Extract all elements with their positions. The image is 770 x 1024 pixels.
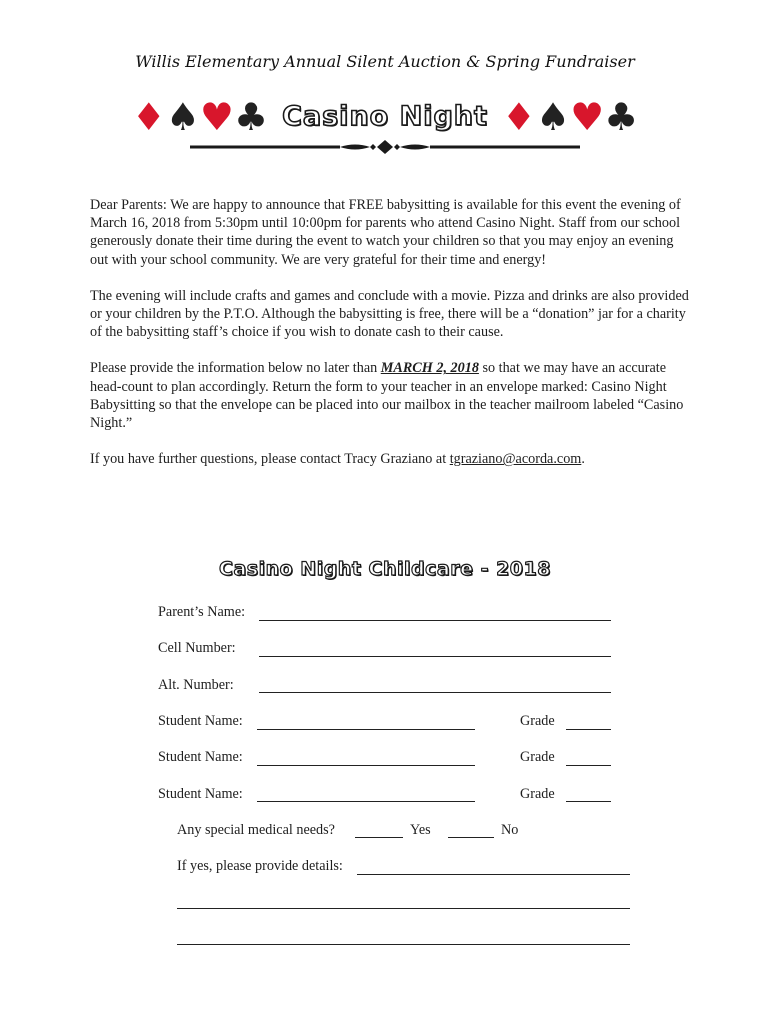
form-title: Casino Night Childcare - 2018 [219, 558, 551, 580]
medical-details-field[interactable] [357, 874, 630, 875]
student-name-label: Student Name: [158, 786, 243, 802]
grade-field[interactable] [566, 729, 611, 730]
club-icon: ♣ [604, 95, 639, 139]
yes-label: Yes [410, 822, 431, 838]
spade-icon: ♠ [165, 95, 200, 139]
spade-icon: ♠ [536, 95, 571, 139]
title-banner [0, 96, 770, 138]
grade-label: Grade [520, 713, 555, 729]
heart-icon: ♥ [199, 95, 234, 139]
divider-small-diamond-icon [370, 144, 376, 150]
medical-no-field[interactable] [448, 837, 494, 838]
divider-flourish-left [340, 145, 370, 150]
student-name-label: Student Name: [158, 713, 243, 729]
heart-icon: ♥ [570, 95, 605, 139]
letter-paragraph-2: The evening will include crafts and games and conclude with a movie. Pizza and drinks are also provided or your children by the P.T.O. Although the babysitting is free, there will be a “donation” jar for a charity of the babysitting staff’s choice if you wish to donate cash to their cause. [90, 287, 689, 341]
alt-number-label: Alt. Number: [158, 677, 234, 693]
deadline-intro: Please provide the information below no later than [90, 360, 381, 377]
medical-details-field[interactable] [177, 944, 630, 945]
divider-small-diamond-icon [394, 144, 400, 150]
student-name-field[interactable] [257, 729, 475, 730]
deadline-date: MARCH 2, 2018 [380, 360, 479, 377]
divider-flourish-right [400, 145, 430, 150]
letter-paragraph-4 [90, 450, 690, 468]
letter-body [90, 196, 690, 486]
deadline-instructions: so that we may have an accurate head-count to plan accordingly. Return the form to your teacher in an envelope marked: Casino Night Babysitting so that the envelope can be placed into our mailbox in the teacher mailroom labeled “Casino Night.” [90, 360, 684, 432]
diamond-icon: ♦ [131, 95, 166, 139]
contact-intro: If you have further questions, please contact Tracy Graziano at [90, 451, 450, 468]
no-label: No [501, 822, 519, 838]
grade-field[interactable] [566, 765, 611, 766]
ornamental-divider [190, 136, 580, 158]
event-subtitle: Willis Elementary Annual Silent Auction & Spring Fundraiser [135, 52, 635, 71]
page-title: Casino Night [282, 101, 488, 132]
student-name-field[interactable] [257, 765, 475, 766]
medical-yes-field[interactable] [355, 837, 403, 838]
student-name-field[interactable] [257, 801, 475, 802]
contact-email-link[interactable]: tgraziano@acorda.com [449, 451, 582, 468]
medical-details-field[interactable] [177, 908, 630, 909]
parent-name-field[interactable] [259, 620, 611, 621]
medical-needs-label: Any special medical needs? [177, 822, 335, 838]
grade-field[interactable] [566, 801, 611, 802]
letter-paragraph-1: Dear Parents: We are happy to announce that FREE babysitting is available for this event the evening of March 16, 2018 from 5:30pm until 10:00pm for parents who attend Casino Night. Staff from our school generously donate their time during the event to watch your children so that you may enjoy an evening out with your school community. We are very grateful for their time and energy! [90, 197, 681, 268]
club-icon: ♣ [234, 95, 269, 139]
contact-end: . [581, 451, 585, 468]
grade-label: Grade [520, 749, 555, 765]
cell-number-label: Cell Number: [158, 640, 236, 656]
divider-diamond-icon [377, 140, 393, 154]
student-name-label: Student Name: [158, 749, 243, 765]
medical-details-label: If yes, please provide details: [177, 858, 343, 874]
cell-number-field[interactable] [259, 656, 611, 657]
diamond-icon: ♦ [501, 95, 536, 139]
alt-number-field[interactable] [259, 692, 611, 693]
letter-paragraph-3 [90, 359, 690, 432]
parent-name-label: Parent’s Name: [158, 604, 246, 620]
grade-label: Grade [520, 786, 555, 802]
